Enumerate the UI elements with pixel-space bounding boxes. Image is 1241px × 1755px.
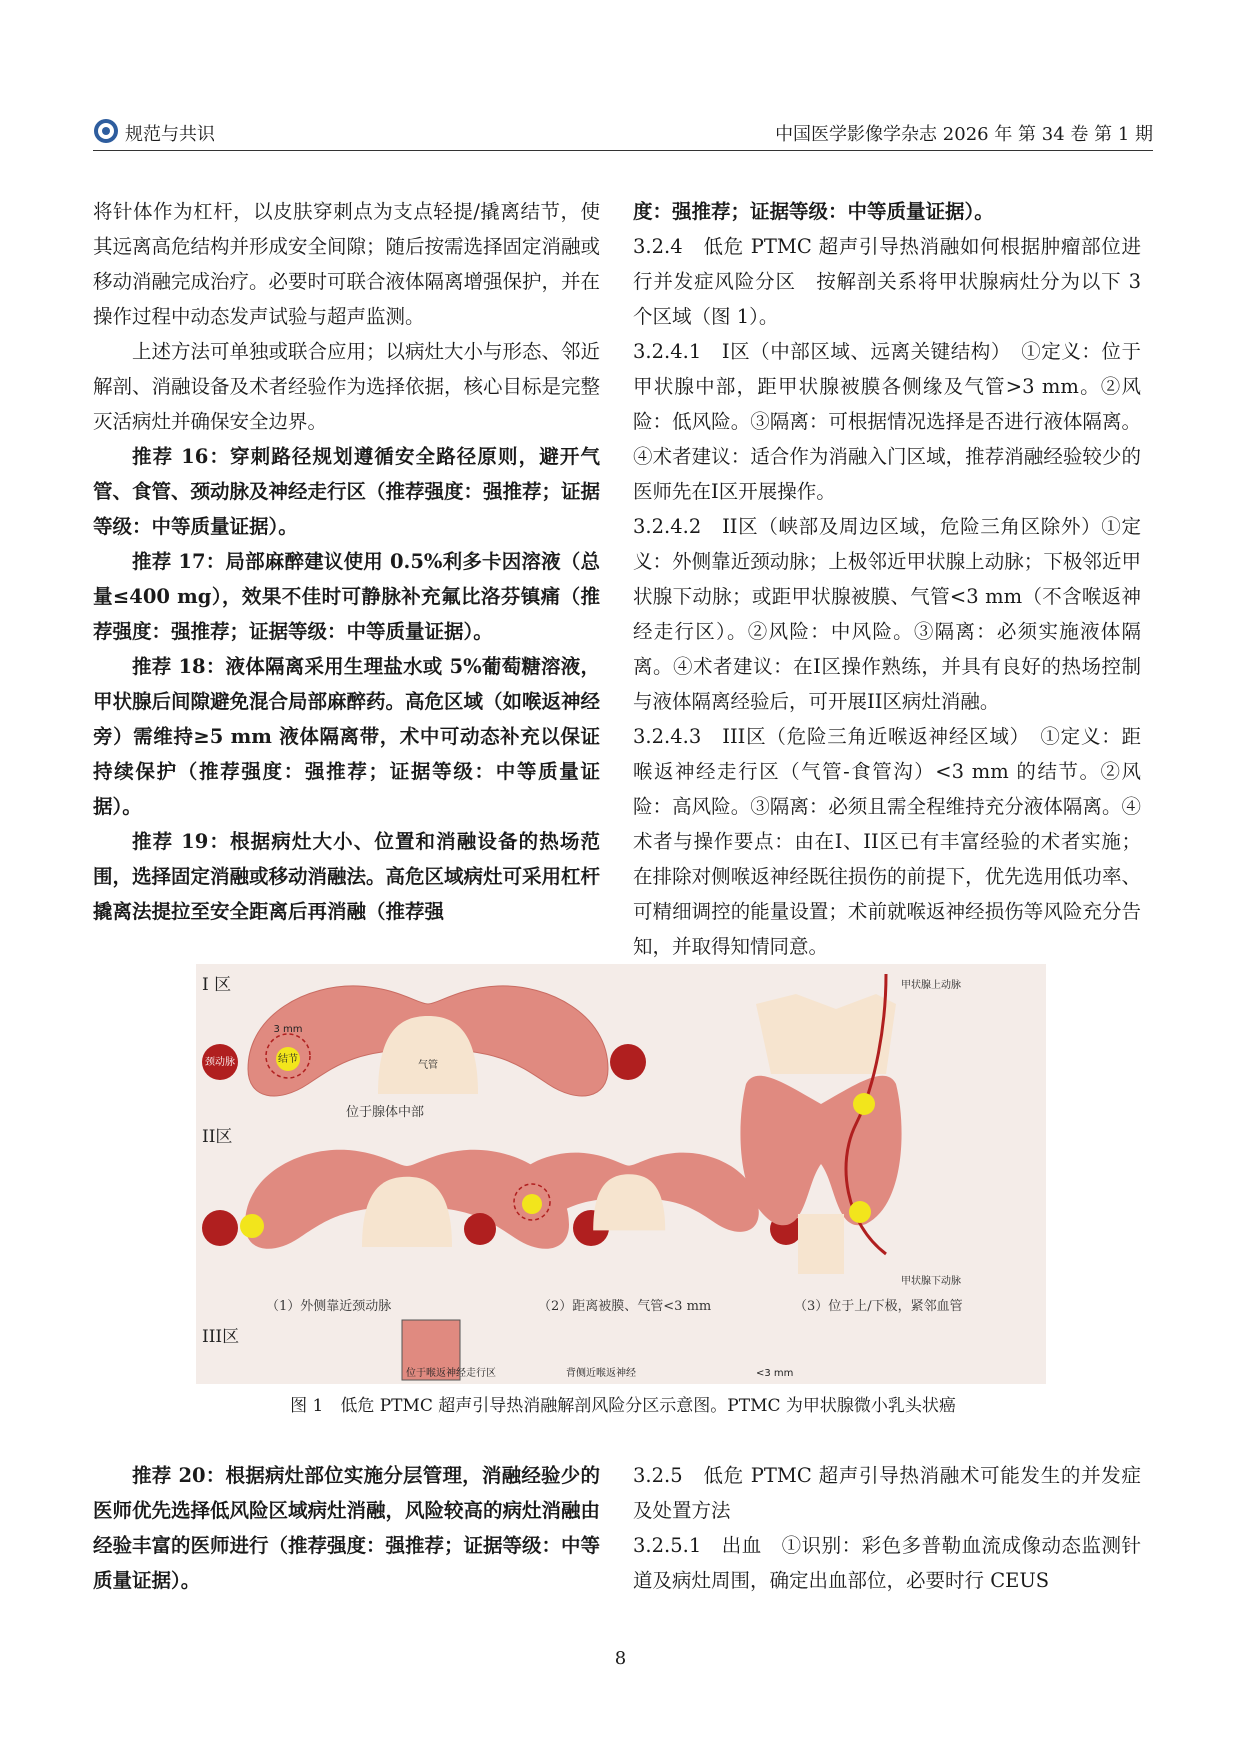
section-3-2-4: 3.2.4 低危 PTMC 超声引导热消融如何根据肿瘤部位进行并发症风险分区 按解剖关系将甲状腺病灶分为以下 3 个区域（图 1）。 — [633, 235, 1141, 328]
section-3-2-4-2: 3.2.4.2 II区（峡部及周边区域，危险三角区除外）①定义：外侧靠近颈动脉；上极邻近甲状腺上动脉；下极邻近甲状腺下动脉；或距甲状腺被膜、气管<3 mm（不含喉返神经走行区）。②风险：中风险。③隔离：必须实施液体隔离。④术者建议：在I区操作熟练，并具有良好的热场控制与液体隔离经验后，可开展II区病灶消融。 — [633, 515, 1141, 713]
zone-2-label: II区 — [202, 1127, 233, 1147]
header-rule — [93, 150, 1153, 151]
zone-3-label: III区 — [202, 1327, 240, 1347]
journal-logo-icon — [93, 118, 119, 144]
rln-back-label: 背侧近喉返神经 — [566, 1368, 636, 1379]
rln-zone-label: 位于喉返神经走行区 — [406, 1368, 496, 1379]
figure-1-diagram — [196, 964, 1046, 1384]
dist-label: 3 mm — [273, 1024, 303, 1035]
nodule-label: 结节 — [278, 1054, 298, 1065]
figure-caption: 图 1 低危 PTMC 超声引导热消融解剖风险分区示意图。PTMC 为甲状腺微小乳头状癌 — [290, 1396, 956, 1416]
zone-2-nodule — [240, 1214, 264, 1238]
sup-artery-label: 甲状腺上动脉 — [901, 980, 961, 991]
left-column-top — [93, 194, 600, 929]
paragraph: 将针体作为杠杆，以皮肤穿刺点为支点轻提/撬离结节，使其远离高危结构并形成安全间隙；随后按需选择固定消融或移动消融完成治疗。必要时可联合液体隔离增强保护，并在操作过程中动态发声试验与超声监测。 — [93, 200, 601, 328]
recommendation-17: 推荐 17：局部麻醉建议使用 0.5%利多卡因溶液（总量≤400 mg），效果不佳时可静脉补充氟比洛芬镇痛（推荐强度：强推荐；证据等级：中等质量证据）。 — [93, 550, 600, 643]
right-column-top — [633, 194, 1141, 964]
recommendation-19-cont: 度：强推荐；证据等级：中等质量证据）。 — [633, 200, 994, 223]
zone-2b-artery-left — [464, 1213, 496, 1245]
section-3-2-4-1: 3.2.4.1 Ⅰ区（中部区域、远离关键结构） ①定义：位于甲状腺中部，距甲状腺被膜各侧缘及气管>3 mm。②风险：低风险。③隔离：可根据情况选择是否进行液体隔离。④术者建议：适合作为消融入门区域，推荐消融经验较少的医师先在I区开展操作。 — [633, 340, 1141, 503]
section-tag: 规范与共识 — [125, 124, 215, 145]
paragraph: 上述方法可单独或联合应用；以病灶大小与形态、邻近解剖、消融设备及术者经验作为选择依据，核心目标是完整灭活病灶并确保安全边界。 — [93, 340, 601, 433]
dist-lt-label: <3 mm — [756, 1368, 794, 1379]
section-3-2-4-3: 3.2.4.3 III区（危险三角近喉返神经区域） ①定义：距喉返神经走行区（气管-食管沟）<3 mm 的结节。②风险：高风险。③隔离：必须且需全程维持充分液体隔离。④术者与操作要点：由在I、II区已有丰富经验的术者实施；在排除对侧喉返神经既往损伤的前提下，优先选用低功率、可精细调控的能量设置；术前就喉返神经损伤等风险充分告知，并取得知情同意。 — [633, 725, 1141, 958]
zone-1-caption: 位于腺体中部 — [346, 1105, 425, 1120]
right-column-bottom — [633, 1458, 1141, 1598]
section-3-2-5-1: 3.2.5.1 出血 ①识别：彩色多普勒血流成像动态监测针道及病灶周围，确定出血部位，必要时行 CEUS — [633, 1534, 1141, 1592]
zone-1-label: I 区 — [202, 975, 232, 995]
recommendation-18: 推荐 18：液体隔离采用生理盐水或 5%葡萄糖溶液，甲状腺后间隙避免混合局部麻醉药。高危区域（如喉返神经旁）需维持≥5 mm 液体隔离带，术中可动态补充以保证持续保护（推荐强度：强推荐；证据等级：中等质量证据）。 — [93, 655, 601, 818]
recommendation-19: 推荐 19：根据病灶大小、位置和消融设备的热场范围，选择固定消融或移动消融法。高危区域病灶可采用杠杆撬离法提拉至安全距离后再消融（推荐强 — [93, 830, 601, 923]
recommendation-20: 推荐 20：根据病灶部位实施分层管理，消融经验少的医师优先选择低风险区域病灶消融，风险较高的病灶消融由经验丰富的医师进行（推荐强度：强推荐；证据等级：中等质量证据）。 — [93, 1464, 601, 1592]
zone-1-artery-right — [610, 1044, 646, 1080]
journal-info: 中国医学影像学杂志 2026 年 第 34 卷 第 1 期 — [775, 124, 1153, 145]
trachea-label: 气管 — [418, 1060, 438, 1071]
zone-2c-caption: （3）位于上/下极，紧邻血管 — [794, 1299, 963, 1314]
zone-2a-caption: （1）外侧靠近颈动脉 — [266, 1299, 392, 1314]
zone-2b-nodule — [522, 1194, 542, 1214]
section-3-2-5: 3.2.5 低危 PTMC 超声引导热消融术可能发生的并发症及处置方法 — [633, 1464, 1141, 1522]
recommendation-16: 推荐 16：穿刺路径规划遵循安全路径原则，避开气管、食管、颈动脉及神经走行区（推荐强度：强推荐；证据等级：中等质量证据）。 — [93, 445, 601, 538]
artery-label: 颈动脉 — [205, 1057, 235, 1068]
zone-2b-caption: （2）距离被膜、气管<3 mm — [538, 1299, 712, 1314]
zone-2-artery-left — [202, 1210, 238, 1246]
left-column-bottom — [93, 1458, 600, 1598]
inf-artery-label: 甲状腺下动脉 — [901, 1276, 961, 1287]
page-number: 8 — [614, 1648, 627, 1669]
running-header — [93, 118, 1153, 148]
